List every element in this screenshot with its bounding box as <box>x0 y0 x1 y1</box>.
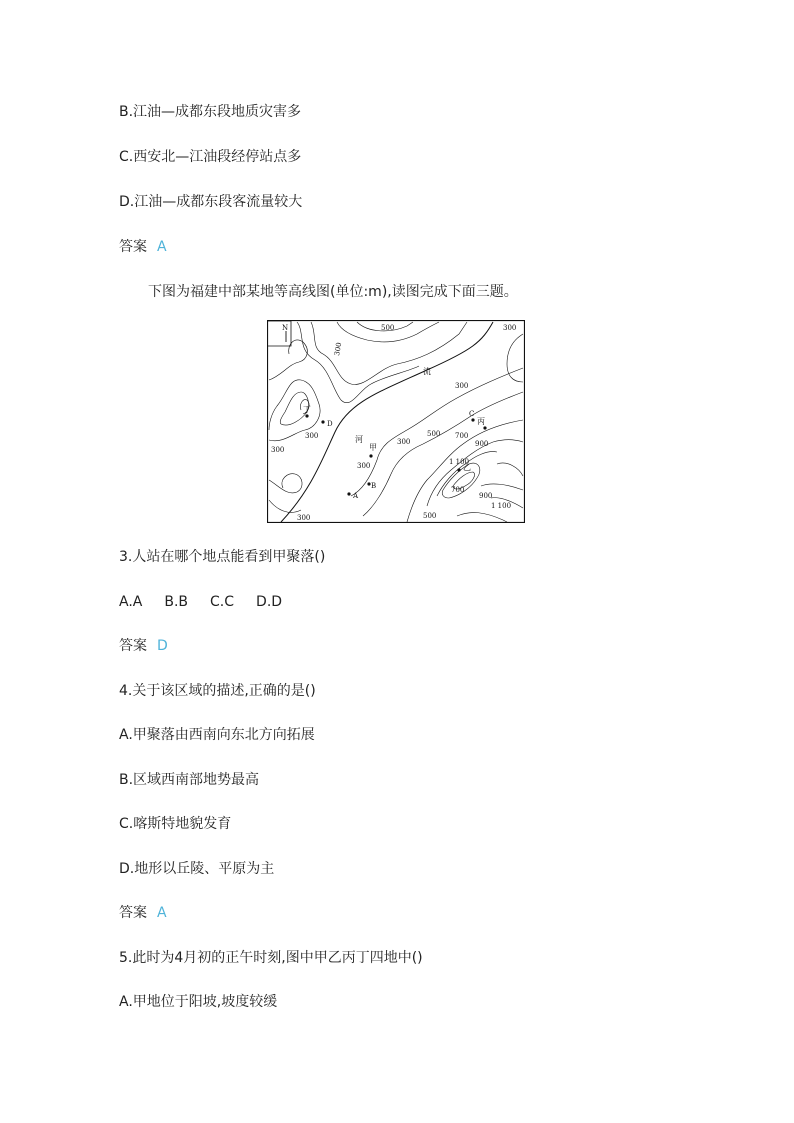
contour-label-500: 500 <box>427 430 441 438</box>
q4-option-b: B.区域西南部地势最高 <box>119 772 260 788</box>
contour-label-900: 900 <box>479 492 493 500</box>
answer-label: 答案 <box>119 638 147 654</box>
q3-option-a: A.A <box>119 594 143 610</box>
answer-label: 答案 <box>119 239 147 255</box>
contour-label-300: 300 <box>357 462 371 470</box>
q3-stem: 3.人站在哪个地点能看到甲聚落() <box>119 549 326 565</box>
marker-yi <box>457 468 460 471</box>
contour-label-1100: 1 100 <box>449 458 470 466</box>
contour-label-1100: 1 100 <box>491 502 512 510</box>
contour-label-900: 900 <box>475 440 489 448</box>
q5-stem: 5.此时为4月初的正午时刻,图中甲乙丙丁四地中() <box>119 950 423 966</box>
answer-value: A <box>157 905 167 921</box>
q4-option-a: A.甲聚落由西南向东北方向拓展 <box>119 727 315 743</box>
contour-label-300: 300 <box>271 446 285 454</box>
q3-option-c: C.C <box>210 594 235 610</box>
prev-option-b: B.江油—成都东段地质灾害多 <box>119 104 302 120</box>
q4-option-c: C.喀斯特地貌发育 <box>119 816 232 832</box>
marker-c <box>471 418 474 421</box>
q3-option-d: D.D <box>256 594 283 610</box>
north-label: N <box>282 324 289 332</box>
contour-label-300: 300 <box>503 324 517 332</box>
contour-label-300: 300 <box>455 382 469 390</box>
place-label-jia: 甲 <box>369 443 377 452</box>
marker-bing <box>483 426 486 429</box>
q3-option-b: B.B <box>164 594 189 610</box>
river-label-liu: 流 <box>423 367 431 376</box>
contour-label-700: 700 <box>451 486 465 494</box>
contour-label-500: 500 <box>423 512 437 520</box>
contour-map <box>267 320 525 523</box>
point-label-c: C <box>469 410 475 418</box>
contour-label-300: 300 <box>297 514 311 522</box>
river-label-he: 河 <box>355 435 363 444</box>
q4-answer <box>119 904 167 922</box>
point-label-b: B <box>371 482 377 490</box>
answer-value: D <box>157 638 168 654</box>
place-label-yi: 乙 <box>463 463 471 472</box>
intro-text: 下图为福建中部某地等高线图(单位:m),读图完成下面三题。 <box>148 284 518 300</box>
q4-option-d: D.地形以丘陵、平原为主 <box>119 861 275 877</box>
marker-a <box>347 492 350 495</box>
contour-label-500: 500 <box>381 324 395 332</box>
marker-ding <box>305 414 308 417</box>
point-label-d: D <box>327 420 333 428</box>
marker-d <box>321 420 324 423</box>
answer-value: A <box>157 239 167 255</box>
q3-answer <box>119 637 168 655</box>
contour-label-700: 700 <box>455 432 469 440</box>
q3-options <box>119 593 304 611</box>
q4-stem: 4.关于该区域的描述,正确的是() <box>119 683 316 699</box>
marker-b <box>367 482 370 485</box>
point-label-a: A <box>353 492 359 500</box>
contour-label-300: 300 <box>333 341 344 357</box>
contour-label-300: 300 <box>397 438 411 446</box>
place-label-ding: 丁 <box>303 405 311 414</box>
contour-label-300: 300 <box>305 432 319 440</box>
prev-option-d: D.江油—成都东段客流量较大 <box>119 194 303 210</box>
answer-label: 答案 <box>119 905 147 921</box>
q5-option-a: A.甲地位于阳坡,坡度较缓 <box>119 994 278 1010</box>
prev-option-c: C.西安北—江油段经停站点多 <box>119 149 302 165</box>
marker-jia <box>369 454 372 457</box>
prev-answer <box>119 238 167 256</box>
place-label-bing: 丙 <box>477 417 485 426</box>
